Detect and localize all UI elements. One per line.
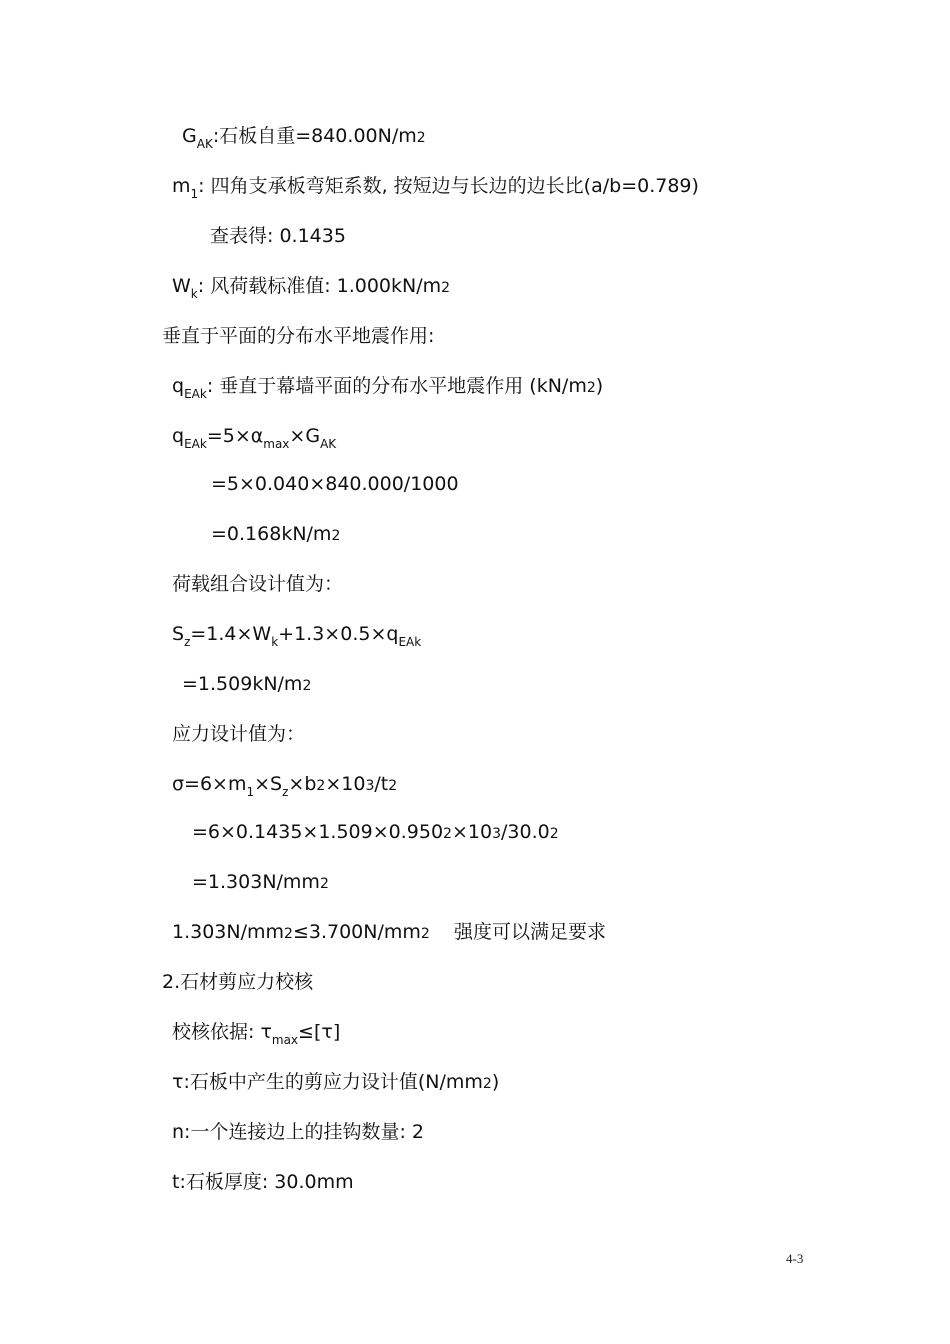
exponent: 2 [388,778,398,794]
seismic-heading [162,324,434,348]
exponent: 2 [331,528,341,544]
text: σ=6×m [172,773,247,795]
text: ≤3.700N/mm [292,921,421,943]
exponent: 2 [416,130,426,146]
subscript: EAk [398,635,422,649]
text: 垂直于平面的分布水平地震作用: [162,325,435,347]
text: q [172,425,185,447]
text: =1.509kN/m [182,673,303,695]
text: 2.石材剪应力校核 [162,971,314,993]
subscript: EAk [184,437,207,451]
wind-load-line [172,274,450,300]
text: q [172,375,185,397]
text: =5×α [206,425,264,447]
exponent: 2 [284,926,293,942]
text: n:一个连接边上的挂钩数量: 2 [172,1121,424,1143]
exponent: 2 [316,778,326,794]
stress-check-line [172,920,606,946]
text: =1.4×W [190,623,272,645]
text: W [172,275,191,297]
text: ) [595,375,604,397]
text: : 风荷载标准值: 1.000kN/m [197,275,442,297]
moment-coefficient-line [172,174,699,200]
text: =6×0.1435×1.509×0.950 [192,821,444,843]
slab-thickness-line [172,1170,354,1194]
shear-section-heading [162,970,313,994]
text: 强度可以满足要求 [429,921,606,943]
text: :石板自重=840.00N/m [212,125,417,147]
seismic-result-line [211,522,340,548]
text: G [182,125,197,147]
subscript: AK [320,437,337,451]
stress-formula [172,772,397,798]
exponent: 3 [365,778,375,794]
shear-definition-line [172,1070,499,1096]
hook-count-line [172,1120,424,1144]
text: /30.0 [501,821,550,843]
subscript: 1 [190,187,199,201]
text: S [172,623,185,645]
load-combination-formula [172,622,421,648]
text: 荷载组合设计值为： [172,573,344,595]
exponent: 2 [443,826,452,842]
subscript: 1 [246,785,255,799]
subscript: k [190,287,198,301]
text: τ:石板中产生的剪应力设计值(N/mm [172,1071,483,1093]
text: 1.303N/mm [172,921,285,943]
text: 查表得: 0.1435 [210,225,346,247]
stress-result [192,870,329,896]
text: ×S [254,773,283,795]
exponent: 2 [319,876,329,892]
subscript: k [271,635,279,649]
text: t:石板厚度: 30.0mm [172,1171,354,1193]
seismic-substitution-line [211,472,459,496]
self-weight-line [182,124,426,150]
exponent: 2 [420,926,430,942]
text: 校核依据: τ [172,1021,272,1043]
text: ≤[τ] [298,1021,341,1043]
subscript: max [271,1033,299,1047]
exponent: 2 [549,826,559,842]
text: : 四角支承板弯矩系数, 按短边与长边的边长比(a/b=0.789) [198,175,699,197]
seismic-definition-line [172,374,603,400]
exponent: 2 [482,1076,492,1092]
exponent: 2 [441,280,451,296]
stress-substitution [192,820,559,846]
table-lookup-line [210,224,346,248]
text: ) [491,1071,500,1093]
exponent: 2 [302,678,312,694]
load-combination-result [182,672,311,698]
exponent: 2 [586,380,596,396]
text: ×10 [451,821,493,843]
text: : 垂直于幕墙平面的分布水平地震作用 (kN/m [206,375,587,397]
stress-heading [172,722,305,746]
shear-criterion-line [172,1020,340,1046]
text: +1.3×0.5×q [278,623,399,645]
text: ×G [289,425,321,447]
text: 应力设计值为： [172,723,306,745]
text: ×b [288,773,317,795]
text: =5×0.040×840.000/1000 [211,473,459,495]
subscript: z [184,635,191,649]
text: =1.303N/mm [192,871,320,893]
page-number: 4-3 [786,1251,804,1266]
text: /t [374,773,389,795]
subscript: z [282,785,289,799]
subscript: EAk [184,387,207,401]
text: =0.168kN/m [211,523,332,545]
load-combination-heading [172,572,343,596]
text: ×10 [325,773,366,795]
subscript: max [263,437,290,451]
seismic-formula-line [172,424,336,450]
exponent: 3 [492,826,501,842]
subscript: AK [196,137,213,151]
text: m [172,175,191,197]
